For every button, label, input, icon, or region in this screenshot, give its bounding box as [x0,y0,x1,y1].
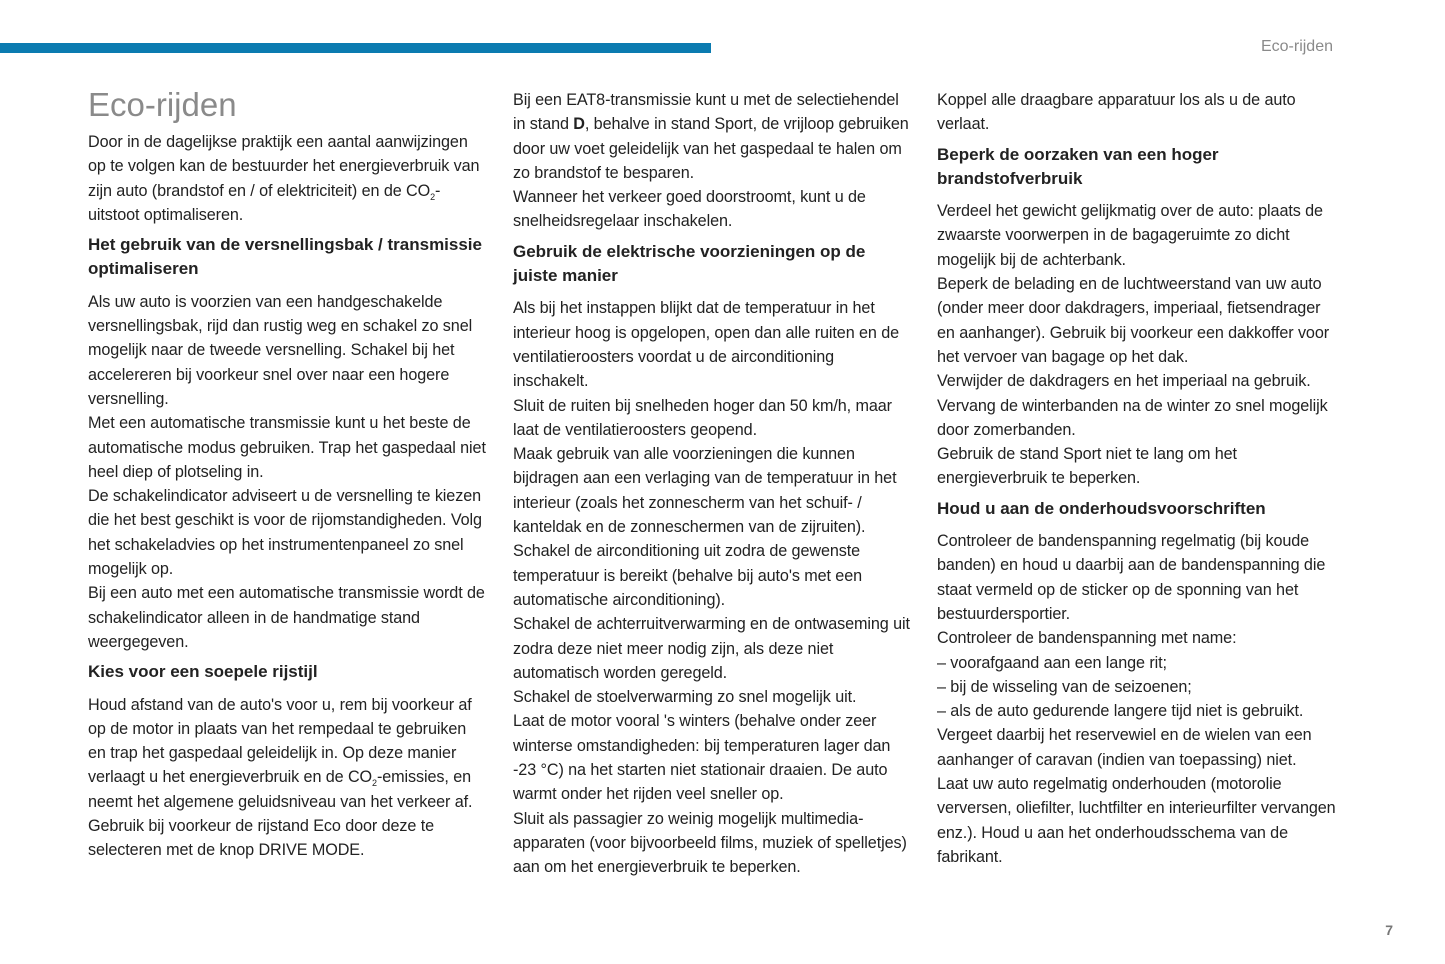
list-item: – voorafgaand aan een lange rit; [937,653,1167,672]
maintenance-paragraph-4: Laat uw auto regelmatig onderhouden (motorolie verversen, oliefilter, luchtfilter en interieurfilter vervangen enz.). Houd u aan het onderhoudsschema van de fabrikant. [937,775,1336,866]
page-title: Eco-rijden [88,86,237,123]
electric-paragraph-5: Schakel de achterruitverwarming en de ontwaseming uit zodra deze niet meer nodig zijn, als deze niet automatisch worden geregeld. [513,615,910,682]
intro-paragraph: Door in de dagelijkse praktijk een aantal aanwijzingen op te volgen kan de bestuurder het energieverbruik van zijn auto (brandstof en / of elektriciteit) en de $CO_2$-uitstoot optimaliseren. [88,133,480,224]
column-2 [513,88,913,880]
gearbox-paragraph-1: Als uw auto is voorzien van een handgeschakelde versnellingsbak, rijd dan rustig weg en schakel zo snel mogelijk naar de tweede versnelling. Schakel bij het accelereren bij voorkeur snel over naar een hogere versnelling. [88,292,473,408]
gearbox-paragraph-4: Bij een auto met een automatische transmissie wordt de schakelindicator alleen in de handmatige stand weergegeven. [88,584,485,651]
electric-paragraph-3: Maak gebruik van alle voorzieningen die kunnen bijdragen aan een verlaging van de temperatuur in het interieur (zoals het zonnescherm van het schuif- / kanteldak en de zonneschermen van de zijruiten). [513,445,897,537]
causes-paragraph-2: Beperk de belading en de luchtweerstand van uw auto (onder meer door dakdragers, imperiaal, fietsendrager en aanhanger). Gebruik bij voorkeur een dakkoffer voor het vervoer van bagage op het dak. [937,275,1330,366]
style-paragraph-2: Gebruik bij voorkeur de rijstand Eco door deze te selecteren met de knop DRIVE MODE. [88,817,435,860]
eat8-paragraph: Bij een EAT8-transmissie kunt u met de selectiehendel in stand D, behalve in stand Sport, de vrijloop gebruiken door uw voet geleidelijk van het gaspedaal te halen om zo brandstof te besparen. [513,91,909,182]
devices-paragraph: Koppel alle draagbare apparatuur los als u de auto verlaat. [937,91,1296,134]
maintenance-paragraph-2: Controleer de bandenspanning met name: [937,629,1237,648]
style-paragraph-1: Houd afstand van de auto's voor u, rem bij voorkeur af op de motor in plaats van het rempedaal te gebruiken en trap het gaspedaal geleidelijk in. Op deze manier verlaagt u het energieverbruik en de $CO_2$-emissies, en neemt het algemene geluidsniveau van het verkeer af. [88,695,473,811]
electric-paragraph-7: Laat de motor vooral 's winters (behalve onder zeer winterse omstandigheden: bij temperaturen lager dan -23 °C) na het starten niet stationair draaien. De auto warmt onder het rijden veel sneller op. [513,712,891,804]
heading-maintenance: Houd u aan de onderhoudsvoorschriften [937,498,1266,518]
electric-paragraph-8: Sluit als passagier zo weinig mogelijk multimedia-apparaten (voor bijvoorbeeld films, muziek of spelletjes) aan om het energieverbruik te beperken. [513,809,907,877]
electric-paragraph-1: Als bij het instappen blijkt dat de temperatuur in het interieur hoog is opgelopen, open dan alle ruiten en de ventilatieroosters voordat u de airconditioning inschakelt. [513,299,899,391]
header-accent-bar [0,43,711,53]
cruise-paragraph: Wanneer het verkeer goed doorstroomt, kunt u de snelheidsregelaar inschakelen. [513,188,866,231]
column-3 [937,88,1337,869]
page-number: 7 [1385,922,1393,938]
maintenance-paragraph-3: Vergeet daarbij het reservewiel en de wielen van een aanhanger of caravan (indien van toepassing) niet. [937,726,1312,769]
heading-gearbox: Het gebruik van de versnellingsbak / transmissie optimaliseren [88,235,482,279]
maintenance-paragraph-1: Controleer de bandenspanning regelmatig (bij koude banden) en houd u daarbij aan de bandenspanning die staat vermeld op de sticker op de sponning van het bestuurdersportier. [937,532,1326,623]
gearbox-paragraph-2: Met een automatische transmissie kunt u het beste de automatische modus gebruiken. Trap het gaspedaal niet heel diep of plotseling in. [88,414,486,481]
electric-paragraph-2: Sluit de ruiten bij snelheden hoger dan 50 km/h, maar laat de ventilatieroosters geopend. [513,396,892,439]
electric-paragraph-6: Schakel de stoelverwarming zo snel mogelijk uit. [513,688,857,707]
list-item: – bij de wisseling van de seizoenen; [937,677,1192,696]
electric-paragraph-4: Schakel de airconditioning uit zodra de gewenste temperatuur is bereikt (behalve bij auto's met een automatische airconditioning). [513,542,863,609]
gearbox-paragraph-3: De schakelindicator adviseert u de versnelling te kiezen die het best geschikt is voor de rijomstandigheden. Volg het schakeladvies op het instrumentenpaneel zo snel mogelijk op. [88,487,482,579]
list-item: – als de auto gedurende langere tijd niet is gebruikt. [937,702,1304,721]
running-head: Eco-rijden [1260,38,1333,55]
heading-driving-style: Kies voor een soepele rijstijl [88,662,318,682]
causes-paragraph-5: Gebruik de stand Sport niet te lang om het energieverbruik te beperken. [937,445,1237,488]
heading-electric: Gebruik de elektrische voorzieningen op de juiste manier [513,241,866,286]
causes-paragraph-1: Verdeel het gewicht gelijkmatig over de auto: plaats de zwaarste voorwerpen in de bagageruimte zo dicht mogelijk bij de achterbank. [937,202,1323,269]
column-1 [88,88,488,863]
causes-paragraph-3: Verwijder de dakdragers en het imperiaal na gebruik. [937,372,1311,391]
heading-causes: Beperk de oorzaken van een hoger brandstofverbruik [937,144,1219,188]
causes-paragraph-4: Vervang de winterbanden na de winter zo snel mogelijk door zomerbanden. [937,396,1328,439]
